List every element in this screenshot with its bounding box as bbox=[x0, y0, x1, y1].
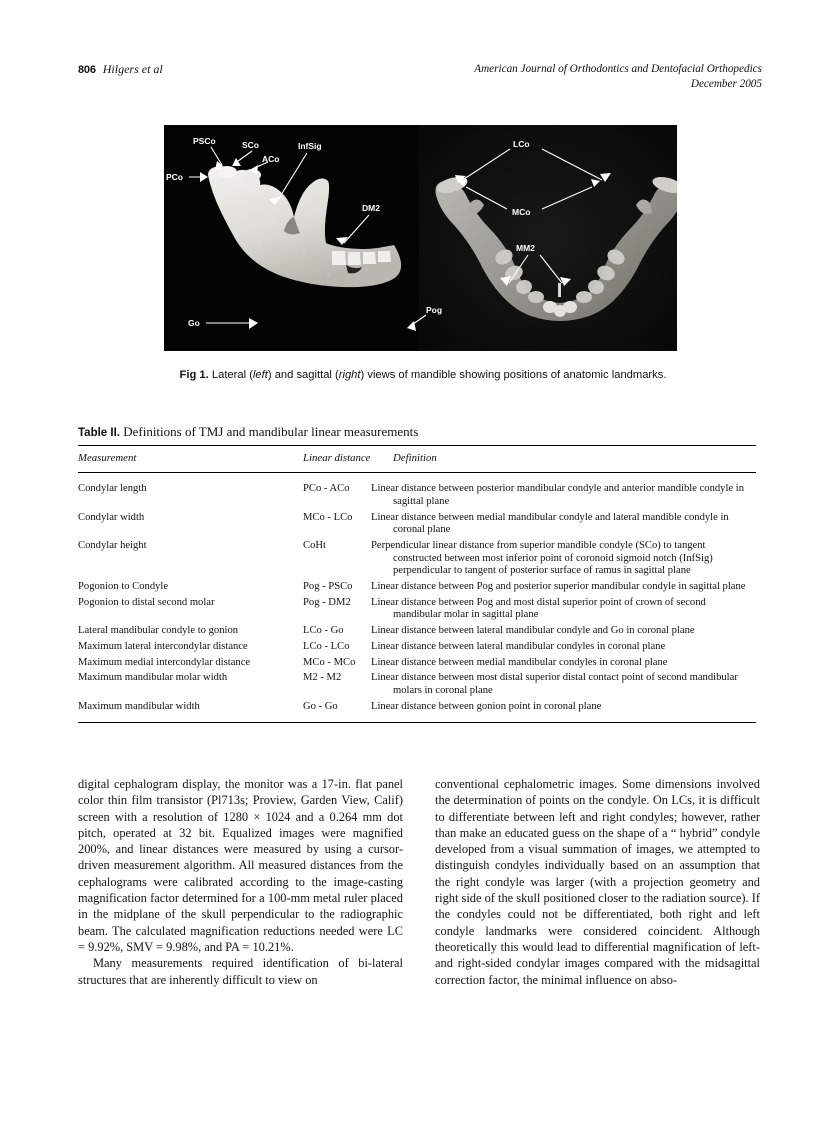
cell-measurement: Pogonion to Condyle bbox=[78, 580, 169, 592]
label-sco: SCo bbox=[242, 140, 259, 150]
label-mco: MCo bbox=[512, 207, 531, 217]
cell-linear-distance: Pog - PSCo bbox=[303, 580, 353, 592]
cell-linear-distance: LCo - Go bbox=[303, 625, 344, 637]
cell-definition: Linear distance between medial mandibular condyle and lateral mandible condyle in coronal plane bbox=[371, 511, 729, 536]
cell-measurement: Condylar width bbox=[78, 511, 145, 523]
cell-measurement: Lateral mandibular condyle to gonion bbox=[78, 625, 239, 637]
table-row bbox=[78, 510, 756, 538]
table-row bbox=[78, 639, 756, 655]
table-row bbox=[78, 699, 756, 715]
figure-caption-text-2: ) and sagittal ( bbox=[267, 369, 339, 381]
cell-definition: Linear distance between lateral mandibular condyle and Go in coronal plane bbox=[371, 625, 695, 637]
table-body bbox=[78, 473, 756, 722]
cell-measurement: Maximum lateral intercondylar distance bbox=[78, 640, 248, 652]
cell-linear-distance: PCo - ACo bbox=[303, 483, 350, 495]
left-column bbox=[78, 776, 403, 988]
label-aco: ACo bbox=[262, 154, 280, 164]
cell-linear-distance: LCo - LCo bbox=[303, 640, 350, 652]
label-go: Go bbox=[188, 318, 200, 328]
table-row bbox=[78, 623, 756, 639]
figure-caption-em-left: left bbox=[252, 369, 268, 381]
figure-1 bbox=[164, 125, 677, 351]
column-header-measurement: Measurement bbox=[78, 452, 137, 464]
right-column bbox=[435, 776, 760, 988]
table-row bbox=[78, 715, 756, 722]
figure-caption-label: Fig 1. bbox=[179, 369, 209, 381]
table-header-row bbox=[78, 446, 756, 472]
left-column-paragraph-2: Many measurements required identification of bi-lateral structures that are inherently difficult to view on bbox=[78, 956, 403, 987]
table-row bbox=[78, 538, 756, 579]
running-head bbox=[78, 62, 762, 94]
table-row bbox=[78, 473, 756, 482]
body-text bbox=[78, 776, 760, 1056]
cell-definition: Linear distance between Pog and most distal superior point of crown of second mandibular molar in sagittal plane bbox=[371, 596, 706, 621]
cell-measurement: Pogonion to distal second molar bbox=[78, 596, 215, 608]
figure-caption-text-3: ) views of mandible showing positions of anatomic landmarks. bbox=[360, 369, 667, 381]
column-header-definition: Definition bbox=[393, 452, 437, 464]
cell-linear-distance: CoHt bbox=[303, 539, 326, 551]
table-row bbox=[78, 655, 756, 671]
table-label: Table II. bbox=[78, 427, 120, 439]
cell-definition: Perpendicular linear distance from superior mandible condyle (SCo) to tangent constructed between most inferior point of coronoid sigmoid notch (InfSig) perpendicular to tangent of posterior surface of ramus in sagittal plane bbox=[371, 539, 713, 577]
column-header-linear-distance: Linear distance bbox=[303, 452, 371, 464]
label-dm2: DM2 bbox=[362, 203, 380, 213]
table-row bbox=[78, 595, 756, 623]
cell-definition: Linear distance between medial mandibular condyles in coronal plane bbox=[371, 656, 668, 668]
cell-linear-distance: MCo - LCo bbox=[303, 511, 353, 523]
running-head-right bbox=[474, 62, 762, 92]
cell-definition: Linear distance between Pog and posterior superior mandibular condyle in sagittal plane bbox=[371, 580, 746, 592]
table-row bbox=[78, 579, 756, 595]
table-row bbox=[78, 482, 756, 510]
page-number: 806 bbox=[78, 64, 96, 76]
table-2 bbox=[78, 424, 756, 723]
journal-title: American Journal of Orthodontics and Dentofacial Orthopedics bbox=[474, 63, 762, 75]
right-column-paragraph-1: conventional cephalometric images. Some dimensions involved the determination of points on the condyle. On LCs, it is difficult to differentiate between left and right condyles; however, rather than make an educated guess on the shape of a “ hybrid” condyle developed from a visual summation of images, we attempted to distinguish condyles individually based on an assumption that the right condyle was larger (with a projection geometry and right side of the skull positioned closer to the radiation source). If the condyles could not be differentiated, both right and left condyle landmarks were considered coincident. Although theoretically this would lead to differential magnification of left- and right-sided condylar images compared with the midsagittal correction factor, the minimal influence on abso- bbox=[435, 777, 760, 987]
running-head-left bbox=[78, 62, 163, 77]
label-pog: Pog bbox=[426, 305, 443, 315]
cell-measurement: Maximum mandibular width bbox=[78, 700, 200, 712]
cell-measurement: Maximum mandibular molar width bbox=[78, 672, 228, 684]
cell-measurement: Maximum medial intercondylar distance bbox=[78, 656, 251, 668]
table-bottom-rule bbox=[78, 722, 756, 723]
table-row bbox=[78, 671, 756, 699]
measurements-table bbox=[78, 446, 756, 722]
label-infsig: InfSig bbox=[298, 141, 322, 151]
issue-date: December 2005 bbox=[690, 78, 762, 90]
cell-linear-distance: Pog - DM2 bbox=[303, 596, 351, 608]
figure-caption bbox=[128, 368, 718, 382]
label-psco: PSCo bbox=[193, 136, 216, 146]
left-column-paragraph-1: digital cephalogram display, the monitor was a 17-in. flat panel color thin film transistor (Pl713s; Proview, Garden View, Calif) screen with a resolution of 1280 × 1024 and a 0.264 mm dot pitch, operated at 32 bit. Equalized images were magnified 200%, and linear distances were measured by using a cursor-driven measurement algorithm. All measured distances from the cephalograms were calibrated according to the image-casting magnification factor determined for a 100-mm metal ruler placed in the midplane of the skull perpendicular to the radiographic beam. The calculated magnification reductions needed were LC = 9.92%, SMV = 9.98%, and PA = 10.21%. bbox=[78, 777, 403, 954]
cell-linear-distance: M2 - M2 bbox=[303, 672, 342, 684]
figure-caption-em-right: right bbox=[338, 369, 361, 381]
cell-linear-distance: Go - Go bbox=[303, 700, 338, 712]
cell-definition: Linear distance between posterior mandibular condyle and anterior mandible condyle in sagittal plane bbox=[371, 483, 745, 507]
cell-definition: Linear distance between gonion point in coronal plane bbox=[371, 700, 602, 712]
label-lco: LCo bbox=[513, 139, 530, 149]
label-pco: PCo bbox=[166, 172, 183, 182]
table-title-text: Definitions of TMJ and mandibular linear measurements bbox=[119, 424, 419, 439]
running-head-authors: Hilgers et al bbox=[102, 62, 163, 76]
cell-definition: Linear distance between most distal superior distal contact point of second mandibular molars in coronal plane bbox=[371, 672, 738, 696]
cell-linear-distance: MCo - MCo bbox=[303, 656, 356, 668]
mandible-radiograph-image bbox=[164, 125, 677, 351]
label-mm2: MM2 bbox=[516, 243, 535, 253]
cell-measurement: Condylar height bbox=[78, 539, 147, 551]
figure-caption-text-1: Lateral ( bbox=[208, 369, 253, 381]
cell-measurement: Condylar length bbox=[78, 483, 147, 495]
cell-definition: Linear distance between lateral mandibular condyles in coronal plane bbox=[371, 640, 666, 652]
table-title bbox=[78, 424, 756, 440]
